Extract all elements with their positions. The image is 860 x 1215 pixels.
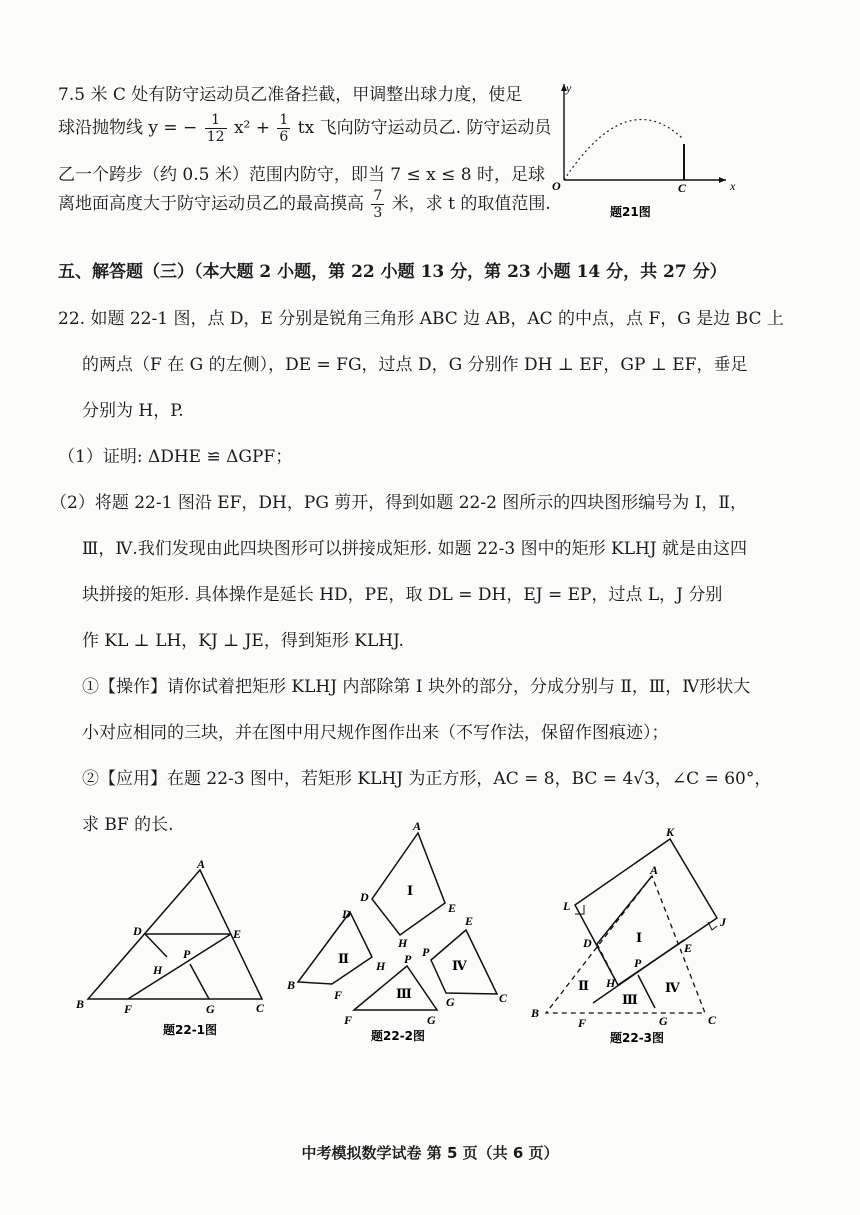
- fig2-label-e2: E: [465, 914, 474, 928]
- fig1-label-g: G: [206, 1002, 215, 1016]
- fig2-label-b: B: [287, 978, 296, 992]
- fig2-label-e1: E: [448, 901, 457, 915]
- fig3-label-c: C: [708, 1013, 717, 1027]
- page-footer: 中考模拟数学试卷 第 5 页（共 6 页）: [301, 1144, 559, 1162]
- figure-21-caption: 题21图: [610, 205, 651, 219]
- fig3-label-d: D: [583, 936, 592, 950]
- figure-22-2-caption: 题22-2图: [371, 1029, 426, 1043]
- fig3-label-b: B: [531, 1006, 540, 1020]
- fig2-label-p1: P: [422, 945, 430, 959]
- figure-22-3-caption: 题22-3图: [610, 1031, 665, 1045]
- q21-fraction-3: $\frac{7}{3}$: [373, 188, 383, 221]
- fig1-label-p: P: [183, 947, 191, 961]
- figure-22-1-caption: 题22-1图: [163, 1023, 218, 1037]
- fig3-label-p: P: [634, 956, 642, 970]
- fig3-label-h: H: [606, 976, 616, 990]
- fig3-piece-4-label: Ⅳ: [665, 980, 680, 995]
- fig2-label-g2: G: [427, 1013, 436, 1027]
- fig1-label-d: D: [133, 924, 142, 938]
- fig2-label-p2: P: [404, 952, 412, 966]
- q22-part-2-line-1: （2）将题 22-1 图沿 EF，DH，PG 剪开，得到如题 22-2 图所示的四块图形编号为 Ⅰ，Ⅱ，: [50, 493, 747, 513]
- figure-22-3-rectangle: [575, 839, 717, 1008]
- fig1-label-h: H: [153, 963, 163, 977]
- fig3-label-e: E: [684, 941, 693, 955]
- q22-part-2-line-2: Ⅲ，Ⅳ.我们发现由此四块图形可以拼接成矩形. 如题 22-3 图中的矩形 KLHJ 就是由这四: [82, 539, 748, 559]
- fig2-label-h1: H: [398, 936, 408, 950]
- q22-line-1: 22. 如题 22-1 图，点 D，E 分别是锐角三角形 ABC 边 AB，AC 的中点，点 F，G 是边 BC 上: [58, 309, 784, 329]
- q21-fraction-1: $\frac{1}{12}$: [206, 112, 225, 145]
- fig1-label-b: B: [76, 997, 85, 1011]
- q22-operation-line-1: ①【操作】请你试着把矩形 KLHJ 内部除第 Ⅰ 块外的部分，分成分别与 Ⅱ，Ⅲ，Ⅳ形状大: [82, 677, 751, 697]
- fig2-label-d1: D: [360, 890, 369, 904]
- q22-part-1: （1）证明: ΔDHE ≌ ΔGPF；: [58, 447, 293, 467]
- fig2-piece-4-label: Ⅳ: [452, 958, 467, 973]
- fig2-piece-2-label: Ⅱ: [338, 951, 349, 966]
- fig3-label-g: G: [659, 1014, 668, 1028]
- fig2-label-f2: F: [344, 1013, 353, 1027]
- q21-line-2-b: x² +: [233, 118, 271, 138]
- q21-line-1: 7.5 米 C 处有防守运动员乙准备拦截，甲调整出球力度，使足: [58, 85, 523, 105]
- q22-part-2-line-4: 作 KL ⊥ LH，KJ ⊥ JE，得到矩形 KLHJ.: [82, 631, 404, 651]
- fig3-piece-1-label: Ⅰ: [636, 930, 643, 945]
- fig2-piece-1-label: Ⅰ: [407, 883, 414, 898]
- q21-line-2-c: tx 飞向防守运动员乙. 防守运动员: [297, 118, 552, 138]
- fig1-label-c: C: [256, 1001, 265, 1015]
- fig2-label-f1: F: [334, 988, 343, 1002]
- origin-label: O: [552, 179, 561, 193]
- fig2-label-a: A: [413, 819, 422, 833]
- fig3-piece-2-label: Ⅱ: [578, 978, 589, 993]
- fig2-label-c: C: [499, 991, 508, 1005]
- fig3-label-f: F: [578, 1016, 587, 1030]
- q22-part-2-line-3: 块拼接的矩形. 具体操作是延长 HD，PE，取 DL = DH，EJ = EP，过点 L，J 分别: [82, 585, 723, 605]
- q21-line-4-b: 米，求 t 的取值范围.: [391, 194, 551, 214]
- q22-operation-line-2: 小对应相同的三块，并在图中用尺规作图作出来（不写作法，保留作图痕迹）；: [82, 723, 669, 743]
- fig2-piece-3-label: Ⅲ: [396, 986, 412, 1001]
- fig3-label-k: K: [666, 825, 675, 839]
- q21-fraction-2: $\frac{1}{6}$: [279, 112, 289, 145]
- fig2-label-g1: G: [446, 995, 455, 1009]
- point-c-label: C: [678, 181, 687, 195]
- q22-line-3: 分别为 H，P.: [82, 401, 184, 421]
- axis-x-label: x: [730, 179, 736, 193]
- q21-line-4-a: 离地面高度大于防守运动员乙的最高摸高: [58, 194, 364, 214]
- axis-y-label: y: [566, 81, 572, 95]
- q22-line-2: 的两点（F 在 G 的左侧），DE = FG，过点 D，G 分别作 DH ⊥ EF，GP ⊥ EF，垂足: [82, 355, 748, 375]
- q22-application-line-2: 求 BF 的长.: [82, 815, 174, 835]
- fig2-label-h2: H: [376, 959, 386, 973]
- q22-application-line-1: ②【应用】在题 22-3 图中，若矩形 KLHJ 为正方形，AC = 8，BC = 4√3，∠C = 60°，: [82, 769, 772, 789]
- fig1-label-e: E: [233, 927, 242, 941]
- fig2-label-d2: D: [342, 907, 351, 921]
- fig3-label-j: J: [720, 915, 726, 929]
- fig3-label-a: A: [650, 863, 659, 877]
- fig3-label-l: L: [563, 899, 571, 913]
- section-5-header: 五、解答题（三）（本大题 2 小题，第 22 小题 13 分，第 23 小题 14 分，共 27 分）: [58, 262, 727, 282]
- fig1-label-f: F: [124, 1002, 133, 1016]
- fig3-piece-3-label: Ⅲ: [622, 992, 638, 1007]
- q21-line-3: 乙一个跨步（约 0.5 米）范围内防守，即当 7 ≤ x ≤ 8 时，足球: [58, 165, 545, 185]
- fig1-label-a: A: [197, 857, 206, 871]
- q21-line-2-a: 球沿抛物线 y = −: [58, 118, 198, 138]
